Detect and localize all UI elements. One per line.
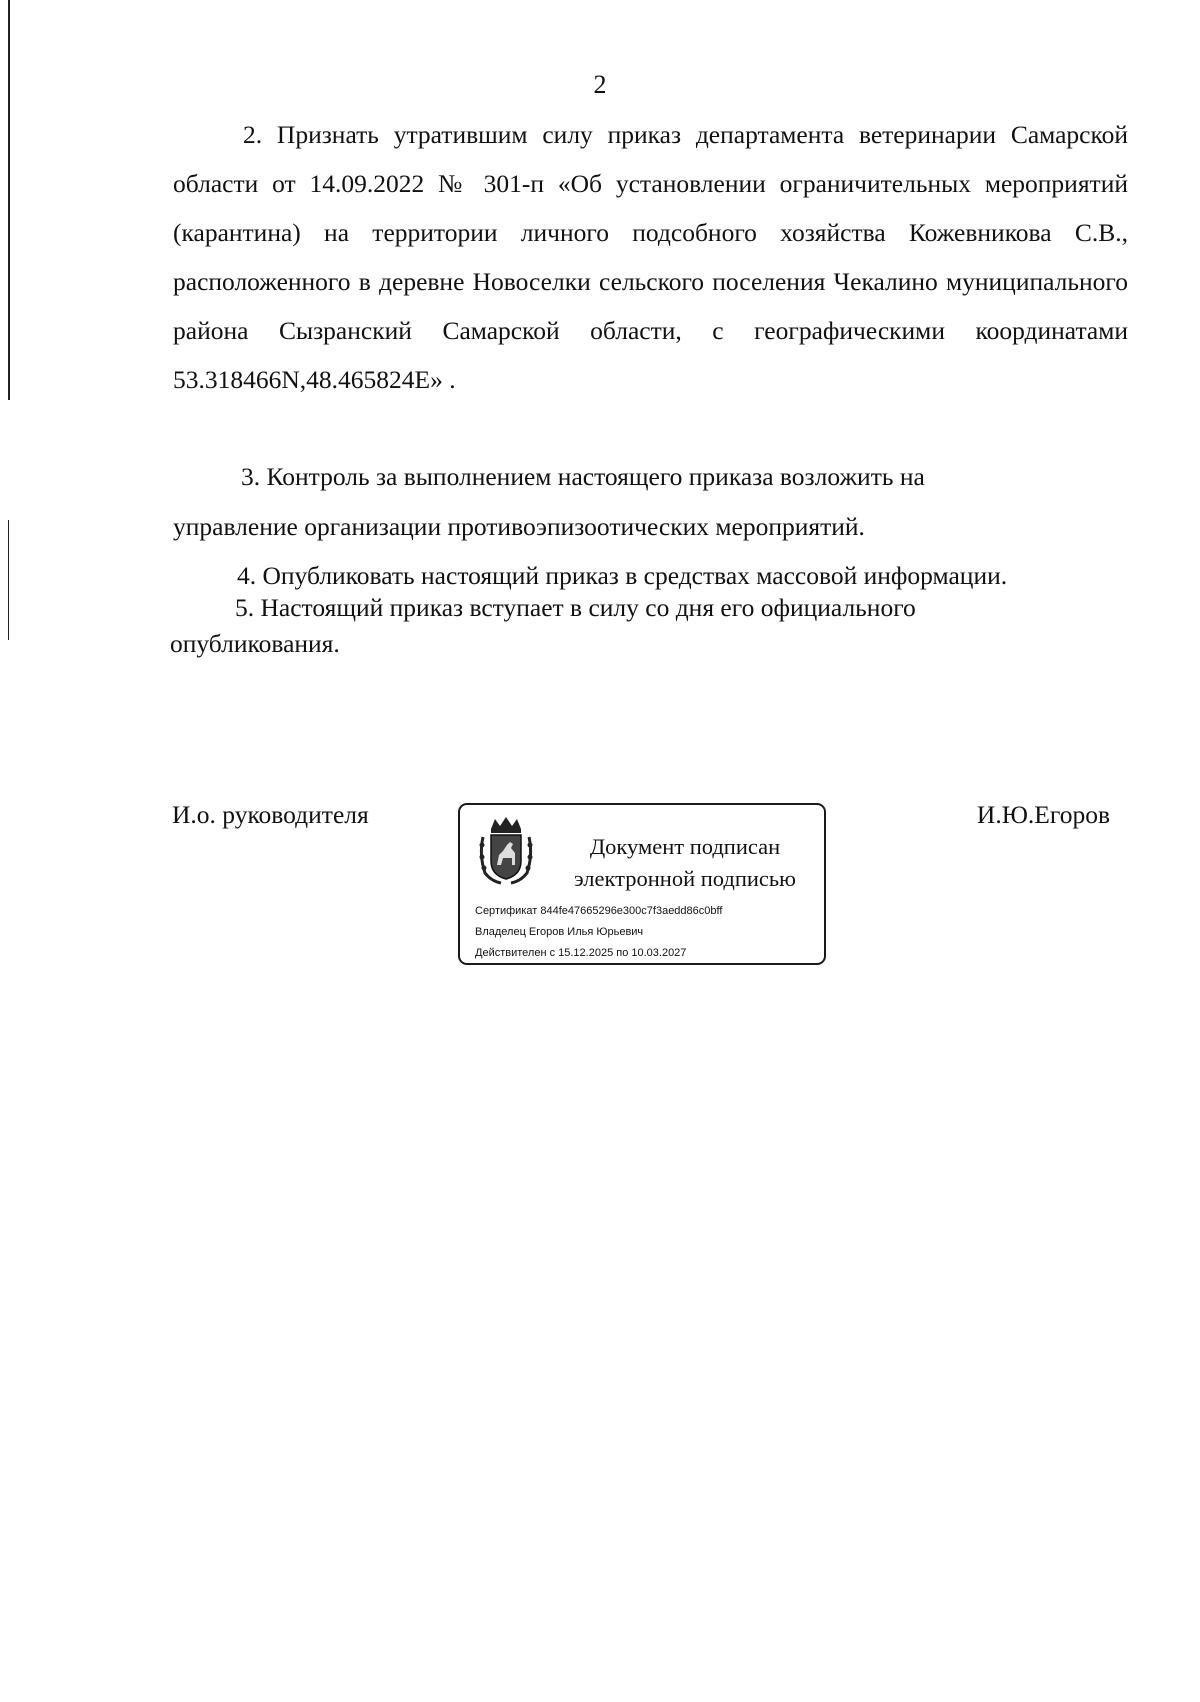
samara-region-coat-of-arms-icon (477, 815, 535, 885)
stamp-title-line-1: Документ подписан (589, 834, 781, 859)
scan-edge-line (8, 520, 9, 640)
paragraph-3-line-1: 3. Контроль за выполнением настоящего приказа возложить на (241, 462, 925, 491)
paragraph-5-line-2: опубликования. (170, 629, 340, 658)
paragraph-2: 2. Признать утратившим силу приказ департамента ветеринарии Самарской области от 14.09.2022 № 301-п «Об установлении ограничительных мероприятий (карантина) на территории личного подсобного хозяйства Кожевникова С.В., расположенного в деревне Новоселки сельского поселения Чекалино муниципального района Сызранский Самарской области, с географическими координатами 53.318466N,48.465824E» . (173, 120, 1128, 394)
paragraph-5 (170, 590, 1130, 662)
paragraph-5-line-1: 5. Настоящий приказ вступает в силу со дня его официального (235, 593, 916, 622)
page-number: 2 (593, 70, 607, 99)
stamp-title (555, 831, 815, 895)
paragraph-3 (173, 452, 1128, 552)
stamp-certificate: Сертификат 844fe47665296e300c7f3aedd86c0bff (475, 905, 723, 917)
signatory-position: И.о. руководителя (172, 800, 369, 829)
paragraph-4: 4. Опубликовать настоящий приказ в средствах массовой информации. (237, 561, 1008, 590)
stamp-validity: Действителен с 15.12.2025 по 10.03.2027 (475, 947, 687, 959)
stamp-title-line-2: электронной подписью (574, 866, 796, 891)
stamp-owner: Владелец Егоров Илья Юрьевич (475, 926, 644, 938)
scan-edge-line (8, 0, 10, 400)
stamp-details (475, 901, 820, 964)
electronic-signature-stamp (458, 803, 826, 965)
paragraph-3-line-2: управление организации противоэпизоотических мероприятий. (173, 512, 865, 541)
signatory-name: И.Ю.Егоров (976, 800, 1110, 829)
